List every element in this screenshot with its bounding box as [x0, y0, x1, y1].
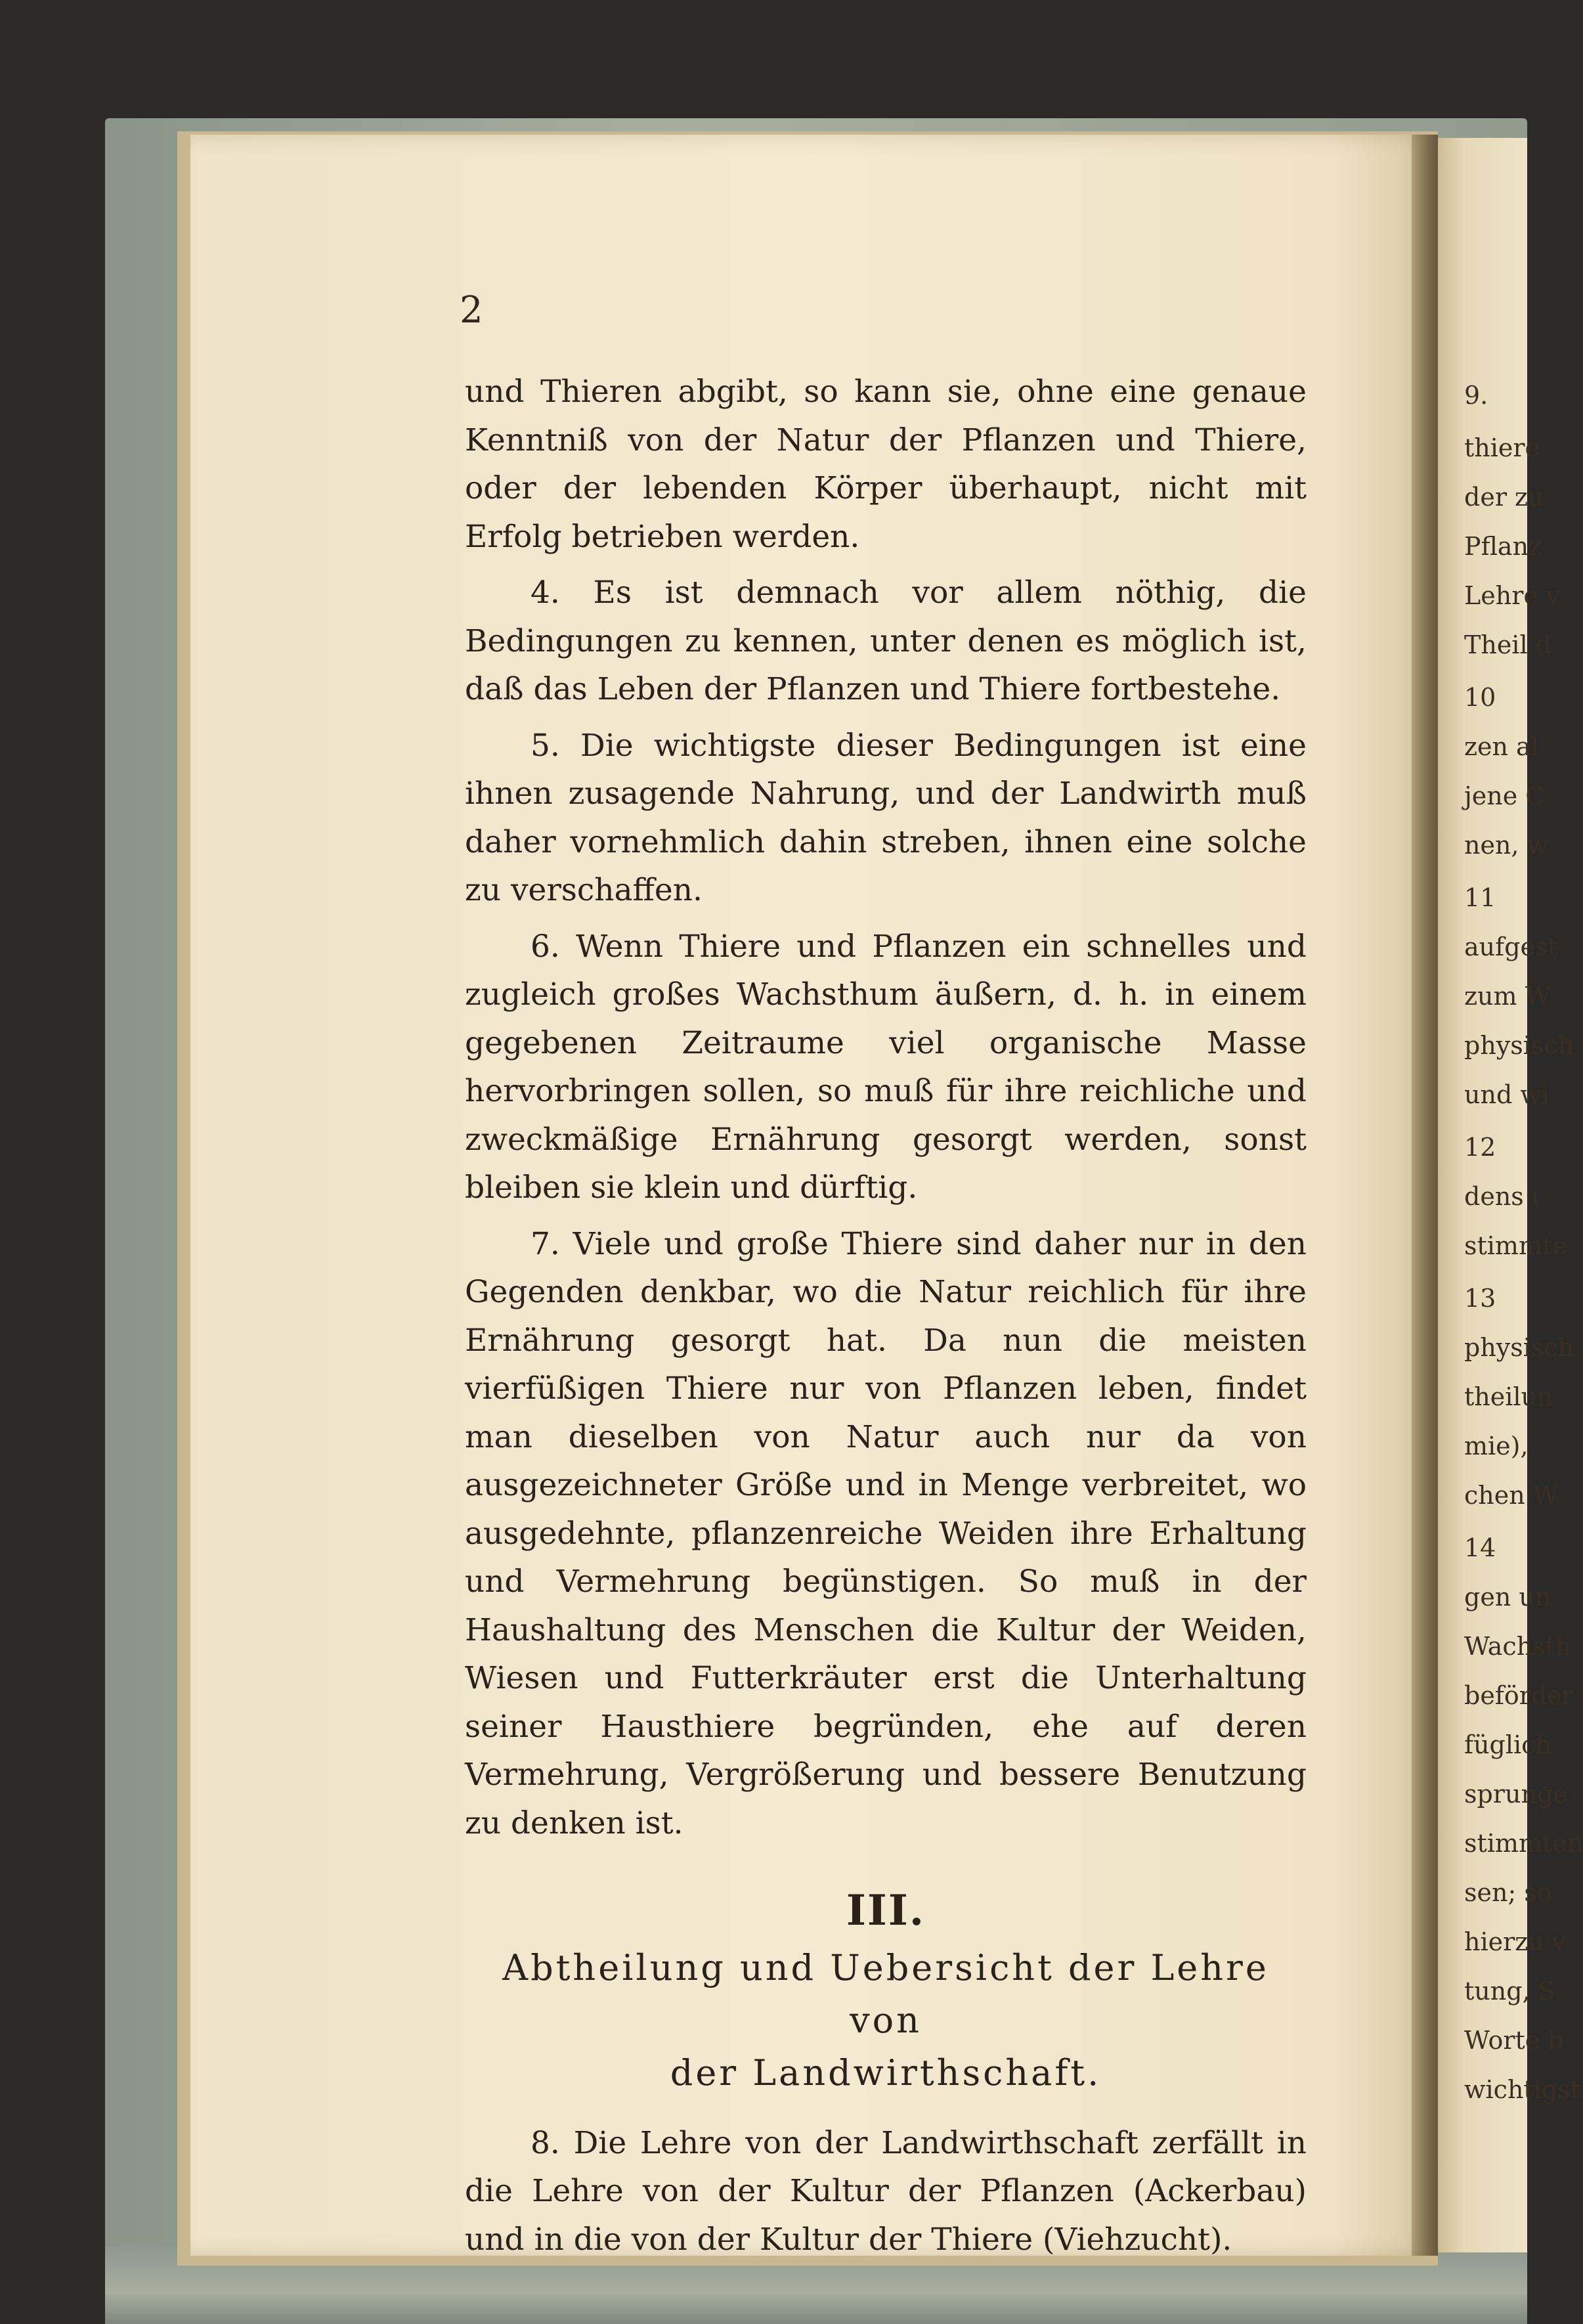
facing-line: Worte b	[1464, 2026, 1564, 2055]
facing-line: dens (	[1464, 1182, 1542, 1211]
facing-line: zen al	[1464, 732, 1539, 761]
paragraph-7: 7. Viele und große Thiere sind daher nur in den Gegenden denkbar, wo die Natur reichlich für ihre Ernährung gesorgt hat. Da nun die meisten vierfüßigen Thiere nur von Pflanzen leben, findet man dieselben von Natur auch nur da von ausgezeichneter Größe und in Menge verbreitet, wo ausgedehnte, pflanzenreiche Weiden ihre Erhaltung und Vermehrung begünstigen. So muß in der Haushaltung des Menschen die Kultur der Weiden, Wiesen und Futterkräuter erst die Unterhaltung seiner Hausthiere begründen, ehe auf deren Vermehrung, Vergrößerung und bessere Benutzung zu denken ist.	[465, 1225, 1307, 1841]
facing-line: gen un	[1464, 1583, 1551, 1611]
facing-line: 11	[1464, 883, 1496, 912]
section-title	[465, 1942, 1307, 2099]
facing-line: beförder	[1464, 1681, 1574, 1710]
facing-line: Lehre v	[1464, 581, 1561, 610]
facing-line: der zu	[1464, 483, 1544, 512]
book-gutter	[1412, 135, 1438, 2256]
facing-line: aufgest	[1464, 932, 1558, 961]
paragraph-8: 8. Die Lehre von der Landwirthschaft zerfällt in die Lehre von der Kultur der Pflanzen (Ackerbau) und in die von der Kultur der Thiere (Viehzucht).	[465, 2124, 1307, 2258]
facing-line: 12	[1464, 1133, 1496, 1162]
facing-line: theilun	[1464, 1382, 1553, 1411]
facing-line: mie),	[1464, 1432, 1529, 1460]
facing-line: und wi	[1464, 1080, 1550, 1109]
paragraph-4: 4. Es ist demnach vor allem nöthig, die Bedingungen zu kennen, unter denen es möglich ist, daß das Leben der Pflanzen und Thiere fortbestehe.	[465, 575, 1307, 707]
facing-line: füglich	[1464, 1730, 1551, 1759]
facing-line: hierzu v	[1464, 1927, 1567, 1956]
section-title-line-2: der Landwirthschaft.	[670, 2051, 1102, 2094]
section-number: III.	[846, 1886, 926, 1935]
facing-line: physisch	[1464, 1031, 1574, 1060]
paragraph-continued: und Thieren abgibt, so kann sie, ohne eine genaue Kenntniß von der Natur der Pflanzen und Thiere, oder der lebenden Körper überhaupt, nicht mit Erfolg betrieben werden.	[465, 374, 1307, 555]
facing-line: thiere	[1464, 433, 1540, 462]
facing-line: 13	[1464, 1284, 1496, 1313]
paragraph-6: 6. Wenn Thiere und Pflanzen ein schnelles und zugleich großes Wachsthum äußern, d. h. in einem gegebenen Zeitraume viel organische Masse hervorbringen sollen, so muß für ihre reichliche und zweckmäßige Ernährung gesorgt werden, sonst bleiben sie klein und dürftig.	[465, 928, 1307, 1206]
facing-line: nen, w	[1464, 831, 1549, 860]
facing-line: Theil d	[1464, 630, 1552, 659]
section-title-line-1: Abtheilung und Uebersicht der Lehre von	[502, 1946, 1269, 2041]
page-body	[465, 368, 1307, 2271]
facing-page-fragment	[1438, 138, 1583, 2252]
facing-line: physisch	[1464, 1333, 1574, 1362]
facing-line: wichtigst	[1464, 2075, 1580, 2104]
facing-line: 9.	[1464, 381, 1488, 410]
facing-line: chen W	[1464, 1481, 1559, 1510]
facing-line: 14	[1464, 1533, 1496, 1562]
facing-line: sprunge	[1464, 1780, 1568, 1809]
facing-line: zum W	[1464, 982, 1551, 1011]
facing-line: stimmten	[1464, 1829, 1583, 1858]
facing-line: sen; so	[1464, 1878, 1552, 1907]
facing-line: jene C	[1464, 781, 1545, 810]
facing-line: 10	[1464, 683, 1496, 712]
facing-line: Wachsth	[1464, 1632, 1572, 1661]
facing-line: Pflanz	[1464, 532, 1542, 561]
page-number: 2	[460, 289, 483, 332]
facing-line: stimmte	[1464, 1231, 1567, 1260]
paragraph-5: 5. Die wichtigste dieser Bedingungen ist eine ihnen zusagende Nahrung, und der Landwirth muß daher vornehmlich dahin streben, ihnen eine solche zu verschaffen.	[465, 727, 1307, 908]
facing-line: tung, S	[1464, 1977, 1555, 2006]
